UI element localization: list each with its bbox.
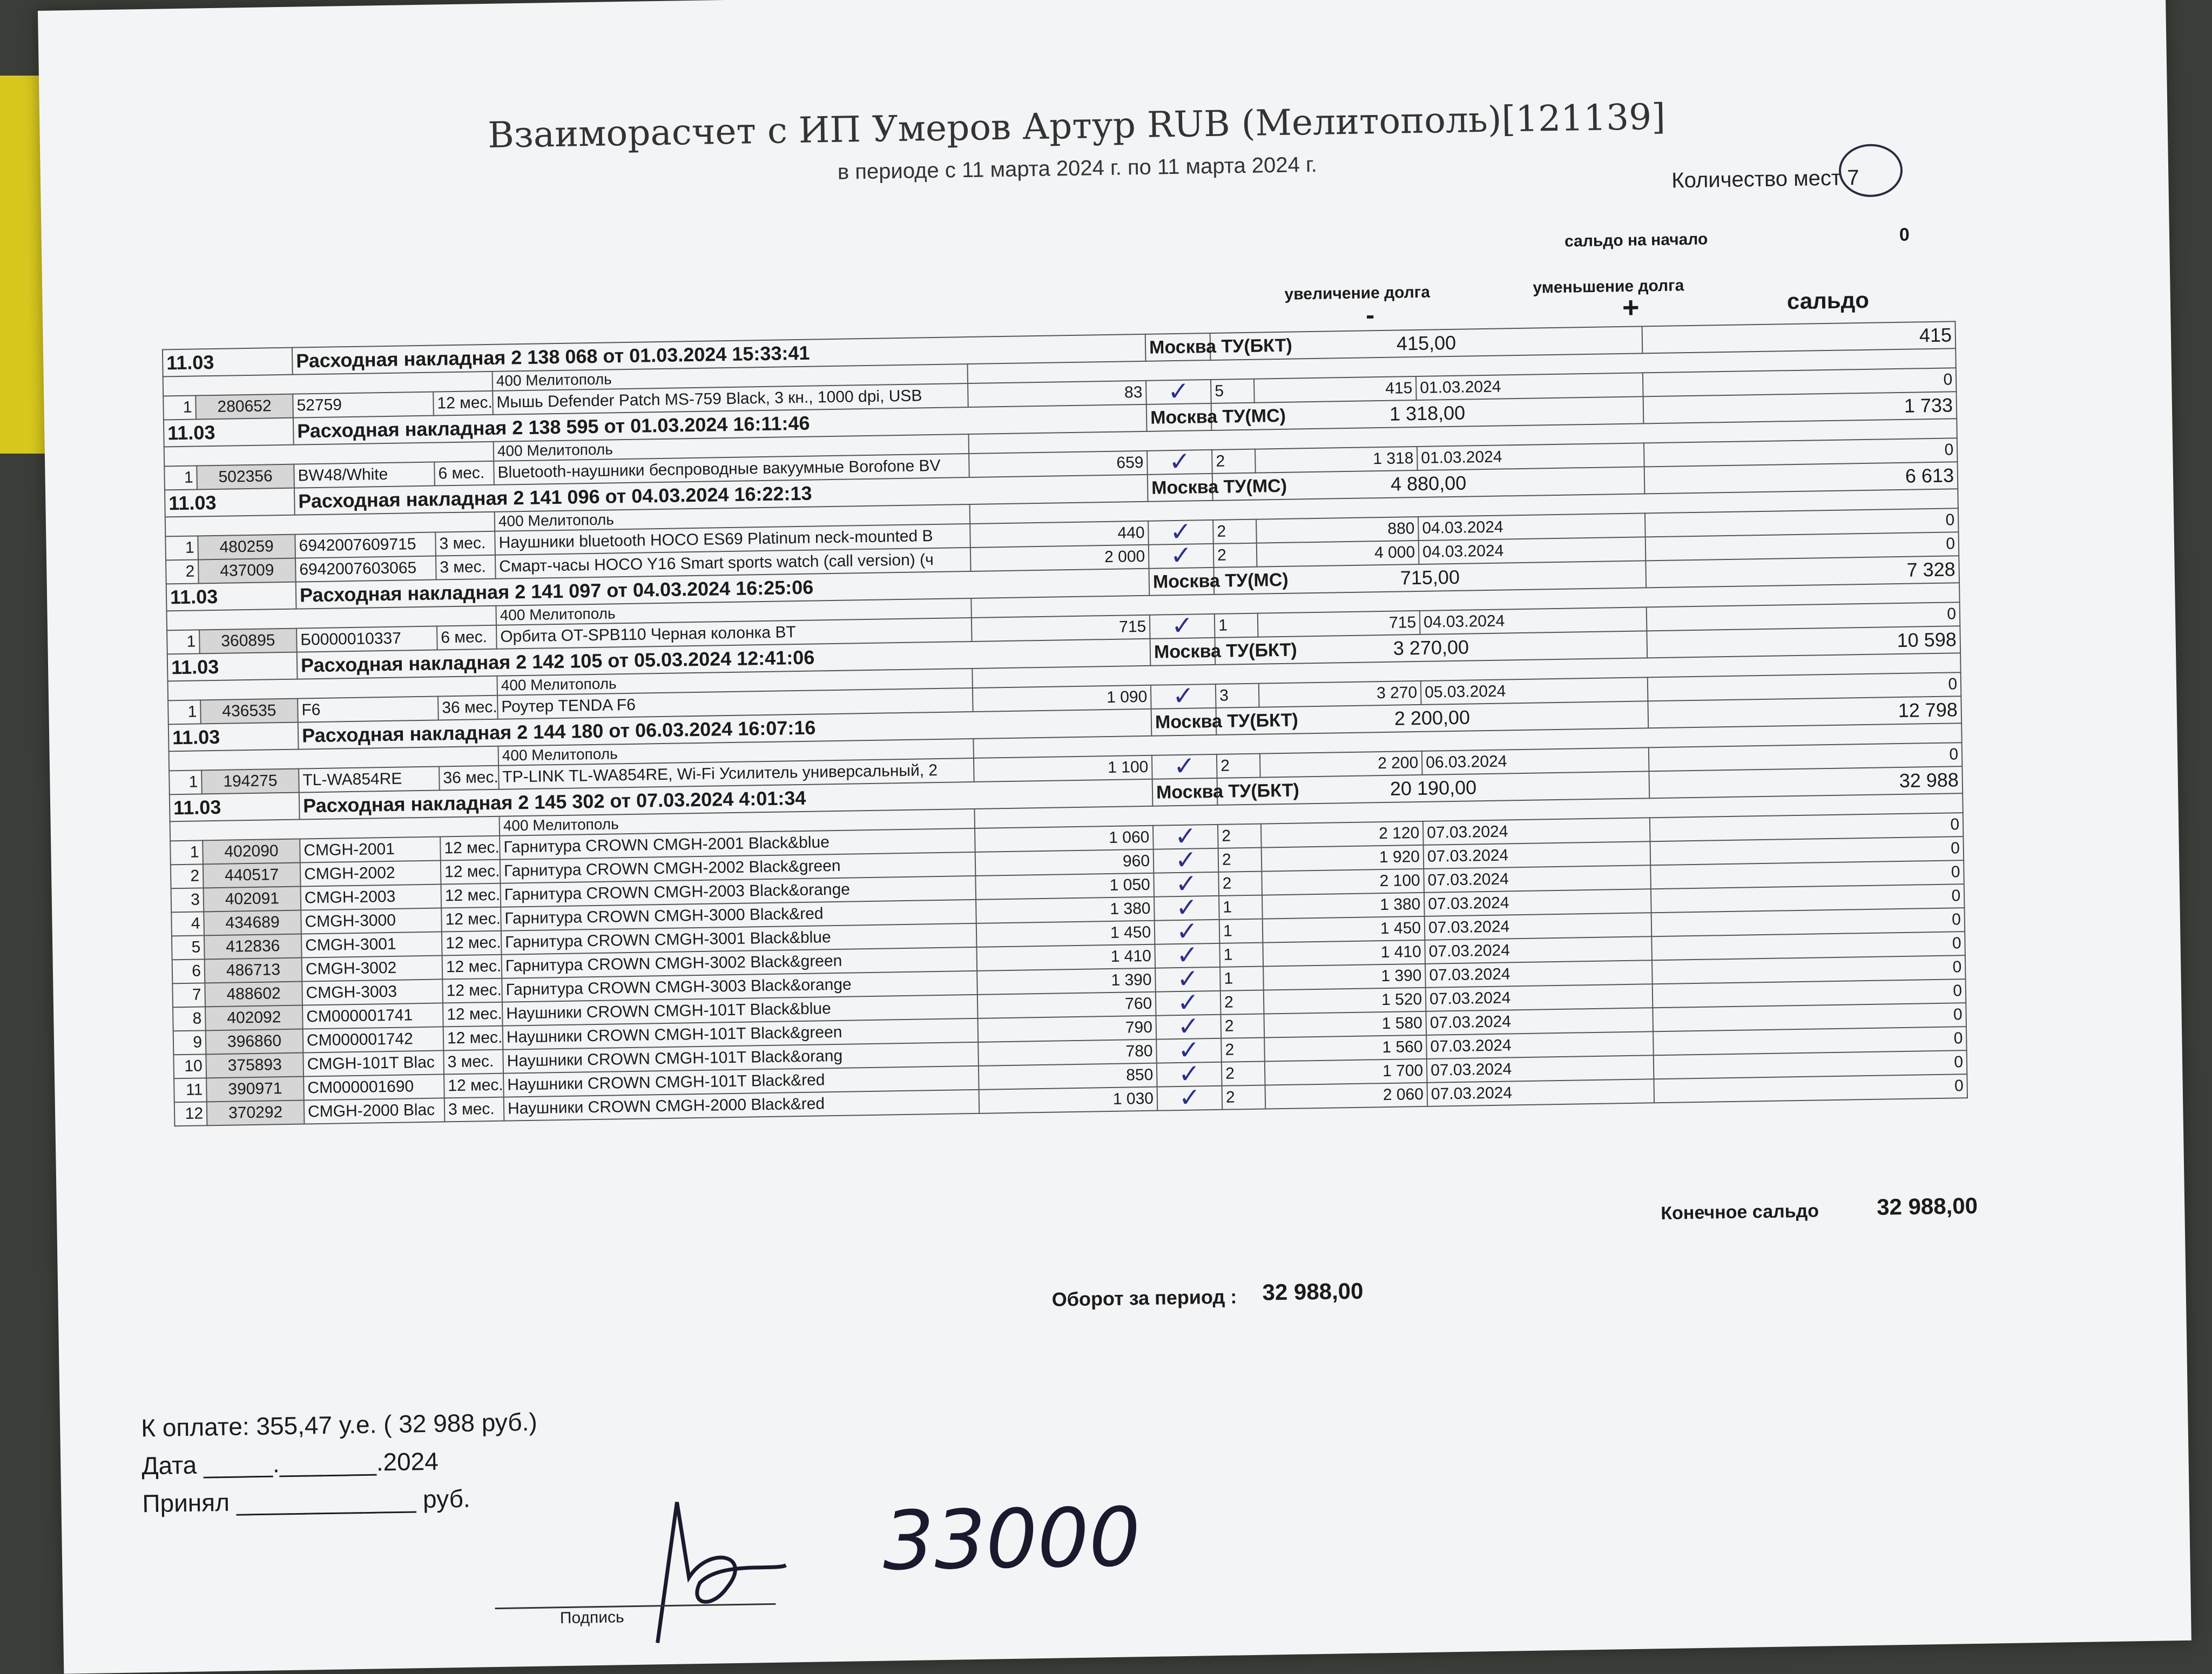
check-mark-icon: ✓ [1154, 872, 1219, 897]
item-warranty: 3 мес. [435, 531, 495, 556]
item-date: 01.03.2024 [1417, 443, 1644, 470]
item-number: 2 [166, 559, 199, 584]
item-sum: 2 120 [1261, 821, 1424, 848]
item-sum: 1 520 [1264, 988, 1426, 1014]
item-code: 402092 [205, 1005, 303, 1031]
item-warranty: 36 мес. [439, 766, 499, 791]
invoice-warehouse: Москва ТУ(БКТ) [1151, 708, 1217, 736]
item-code: 280652 [195, 394, 293, 420]
item-date: 04.03.2024 [1419, 537, 1646, 564]
item-number: 8 [173, 1007, 206, 1031]
item-number: 5 [172, 935, 205, 960]
document-period: в периоде с 11 марта 2024 г. по 11 марта 2024 г. [837, 152, 1318, 184]
item-sum: 1 410 [1263, 940, 1425, 967]
item-name: Гарнитура CROWN CMGH-3001 Black&blue [501, 923, 977, 955]
item-date: 07.03.2024 [1427, 1055, 1654, 1083]
item-price: 83 [968, 381, 1147, 407]
item-qty: 2 [1213, 519, 1257, 544]
col-header-decrease: уменьшение долга [1533, 276, 1684, 297]
invoice-title: Расходная накладная 2 142 105 от 05.03.2024 12:41:06 [297, 639, 1151, 679]
item-code: 194275 [201, 769, 299, 794]
item-number: 1 [168, 700, 201, 724]
item-qty: 2 [1212, 449, 1256, 474]
invoice-title: Расходная накладная 2 141 096 от 04.03.2024 16:22:13 [294, 475, 1148, 515]
accepted-line: Принял _____________ руб. [142, 1484, 471, 1518]
item-code: 436535 [200, 699, 298, 724]
item-date: 07.03.2024 [1424, 889, 1651, 916]
item-warranty: 12 мес. [443, 1002, 503, 1027]
check-mark-icon: ✓ [1150, 614, 1215, 639]
item-sum: 715 [1258, 611, 1420, 637]
item-date: 07.03.2024 [1426, 1008, 1653, 1035]
item-sum: 1 700 [1265, 1059, 1427, 1085]
item-qty: 2 [1213, 543, 1257, 568]
invoice-date: 11.03 [170, 793, 300, 822]
check-mark-icon: ✓ [1155, 967, 1220, 992]
item-name: Гарнитура CROWN CMGH-3000 Black&red [501, 900, 976, 931]
item-rest: 0 [1649, 742, 1963, 771]
item-article: CM000001741 [302, 1003, 443, 1029]
item-date: 06.03.2024 [1422, 747, 1649, 775]
item-date: 07.03.2024 [1423, 818, 1650, 845]
handwritten-signature [547, 1470, 1360, 1656]
item-name: Мышь Defender Patch MS-759 Black, 3 кн., 1000 dpi, USB [493, 383, 968, 415]
invoice-date: 11.03 [166, 582, 296, 611]
item-code: 402090 [203, 839, 300, 865]
places-value: 7 [1847, 166, 1859, 190]
check-mark-icon: ✓ [1153, 825, 1218, 849]
item-article: CM000001742 [303, 1027, 444, 1052]
item-qty: 2 [1222, 1062, 1265, 1086]
item-number: 2 [171, 864, 204, 888]
item-date: 01.03.2024 [1416, 373, 1643, 400]
item-name: Гарнитура CROWN CMGH-2003 Black&orange [501, 876, 976, 907]
item-article: 6942007603065 [295, 556, 436, 582]
invoice-amount: 2 200,00 [1216, 701, 1649, 735]
item-code: 412836 [204, 934, 302, 960]
item-number: 1 [163, 395, 196, 420]
item-code: 396860 [206, 1029, 304, 1055]
document-sheet [38, 0, 2191, 1674]
item-code: 440517 [203, 863, 301, 888]
item-name: Гарнитура CROWN CMGH-2002 Black&green [500, 852, 976, 883]
col-header-minus: - [1365, 301, 1375, 330]
col-header-saldo: сальдо [1786, 287, 1870, 314]
item-date: 04.03.2024 [1418, 513, 1645, 541]
item-warranty: 12 мес. [433, 391, 493, 416]
item-sum: 2 100 [1262, 869, 1424, 895]
item-warranty: 36 мес. [438, 696, 498, 720]
item-name: Роутер TENDA F6 [497, 688, 973, 719]
item-rest: 0 [1647, 602, 1960, 631]
signature-label: Подпись [559, 1608, 624, 1628]
item-qty: 1 [1215, 613, 1258, 638]
invoice-date: 11.03 [164, 418, 294, 447]
date-line: Дата _____._______.2024 [141, 1447, 439, 1480]
item-warranty: 12 мес. [444, 1074, 504, 1098]
invoice-city: 400 Мелитополь [496, 598, 971, 625]
invoice-amount: 4 880,00 [1212, 467, 1645, 501]
invoice-balance: 10 598 [1647, 626, 1960, 658]
item-qty: 1 [1219, 919, 1263, 943]
invoice-amount: 1 318,00 [1211, 396, 1644, 430]
item-qty: 2 [1218, 872, 1262, 896]
invoice-city: 400 Мелитополь [497, 669, 972, 696]
final-saldo-label: Конечное сальдо [1661, 1200, 1819, 1224]
invoice-date: 11.03 [167, 652, 298, 681]
item-price: 659 [969, 451, 1148, 477]
item-article: BW48/White [294, 462, 435, 488]
item-article: 6942007609715 [295, 532, 436, 558]
item-code: 480259 [198, 535, 295, 560]
invoice-warehouse: Москва ТУ(БКТ) [1152, 778, 1218, 806]
item-price: 440 [970, 521, 1149, 548]
item-warranty: 12 мес. [442, 978, 502, 1003]
item-price: 1 030 [979, 1087, 1158, 1113]
invoice-warehouse: Москва ТУ(МС) [1149, 568, 1215, 596]
item-name: Гарнитура CROWN CMGH-3002 Black&green [502, 947, 977, 978]
final-saldo-value: 32 988,00 [1876, 1192, 1978, 1220]
col-header-increase: увеличение долга [1284, 283, 1431, 303]
item-name: Наушники CROWN CMGH-101T Black&green [503, 1018, 979, 1050]
item-name: Смарт-часы HOCO Y16 Smart sports watch (call version) (ч [495, 548, 971, 579]
item-name: TP-LINK TL-WA854RE, Wi-Fi Усилитель универсальный, 2 [498, 758, 974, 789]
item-article: F6 [298, 697, 439, 723]
item-sum: 2 200 [1260, 751, 1422, 778]
item-warranty: 12 мес. [442, 931, 502, 956]
item-qty: 2 [1221, 1014, 1265, 1038]
turnover-value: 32 988,00 [1262, 1278, 1364, 1305]
item-warranty: 3 мес. [436, 555, 496, 580]
item-qty: 2 [1217, 754, 1260, 778]
item-article: CMGH-2003 [301, 884, 442, 910]
item-number: 10 [173, 1054, 206, 1078]
item-rest: 0 [1650, 813, 1964, 841]
item-sum: 1 318 [1255, 447, 1418, 473]
item-sum: 3 270 [1259, 681, 1421, 707]
item-qty: 2 [1222, 1085, 1266, 1110]
item-sum: 415 [1254, 376, 1417, 403]
check-mark-icon: ✓ [1156, 991, 1221, 1016]
invoice-title: Расходная накладная 2 141 097 от 04.03.2024 16:25:06 [296, 569, 1150, 609]
item-name: Наушники CROWN CMGH-2000 Black&red [504, 1090, 980, 1121]
invoice-warehouse: Москва ТУ(БКТ) [1150, 638, 1216, 666]
invoice-city: 400 Мелитополь [500, 809, 975, 836]
item-price: 960 [975, 849, 1154, 876]
item-date: 07.03.2024 [1426, 1031, 1654, 1059]
item-rest: 0 [1653, 979, 1966, 1008]
item-number: 1 [165, 536, 198, 560]
item-rest: 0 [1654, 1050, 1967, 1079]
item-article: CMGH-3000 [301, 908, 442, 934]
item-warranty: 12 мес. [440, 836, 500, 861]
item-price: 790 [978, 1016, 1157, 1042]
item-date: 07.03.2024 [1425, 936, 1652, 964]
item-rest: 0 [1644, 438, 1958, 467]
invoice-balance: 1 733 [1643, 392, 1957, 423]
check-mark-icon: ✓ [1152, 754, 1217, 779]
payment-line: К оплате: 355,47 у.е. ( 32 988 руб.) [140, 1407, 538, 1442]
item-price: 1 050 [975, 873, 1154, 900]
invoice-amount: 3 270,00 [1215, 631, 1648, 665]
invoice-balance: 415 [1642, 321, 1956, 353]
check-mark-icon: ✓ [1157, 1062, 1222, 1087]
item-warranty: 12 мес. [442, 955, 502, 980]
item-qty: 2 [1218, 824, 1262, 848]
item-rest: 0 [1651, 932, 1965, 960]
item-number: 1 [164, 465, 197, 490]
item-code: 370292 [207, 1101, 305, 1126]
col-header-plus: + [1622, 291, 1640, 324]
item-qty: 2 [1218, 848, 1262, 872]
item-qty: 3 [1216, 684, 1259, 708]
check-mark-icon: ✓ [1154, 848, 1219, 873]
check-mark-icon: ✓ [1147, 450, 1212, 475]
item-number: 12 [174, 1102, 207, 1126]
item-warranty: 3 мес. [444, 1097, 504, 1122]
item-date: 07.03.2024 [1425, 913, 1652, 940]
invoice-date: 11.03 [165, 488, 295, 517]
item-name: Наушники CROWN CMGH-101T Black&orang [503, 1042, 979, 1074]
invoice-amount: 715,00 [1214, 561, 1647, 595]
item-warranty: 12 мес. [441, 907, 501, 932]
item-code: 402091 [204, 887, 301, 912]
item-qty: 1 [1219, 943, 1263, 967]
invoice-warehouse: Москва ТУ(БКТ) [1145, 333, 1211, 361]
item-qty: 2 [1221, 1038, 1265, 1062]
item-name: Наушники CROWN CMGH-101T Black&blue [502, 995, 978, 1026]
handwritten-amount: 33000 [882, 1490, 1142, 1589]
item-name: Гарнитура CROWN CMGH-3003 Black&orange [502, 971, 977, 1002]
item-number: 6 [172, 959, 205, 983]
invoice-warehouse: Москва ТУ(МС) [1147, 403, 1212, 431]
item-rest: 0 [1652, 955, 1966, 984]
item-number: 9 [173, 1030, 206, 1055]
item-article: CMGH-3001 [301, 932, 442, 957]
item-rest: 0 [1648, 672, 1961, 701]
item-warranty: 6 мес. [434, 461, 494, 486]
item-price: 780 [978, 1040, 1157, 1066]
invoice-city: 400 Мелитополь [493, 364, 968, 391]
invoice-date: 11.03 [168, 723, 299, 752]
invoice-title: Расходная накладная 2 144 180 от 06.03.2024 16:07:16 [298, 709, 1152, 750]
item-date: 07.03.2024 [1426, 984, 1653, 1011]
item-sum: 1 920 [1262, 845, 1424, 872]
item-date: 07.03.2024 [1425, 960, 1653, 988]
check-mark-icon: ✓ [1155, 943, 1220, 968]
invoice-title: Расходная накладная 2 138 595 от 01.03.2024 16:11:46 [293, 404, 1147, 445]
item-code: 437009 [198, 558, 296, 584]
item-name: Орбита OT-SPB110 Черная колонка BT [496, 618, 972, 649]
item-warranty: 3 мес. [443, 1050, 503, 1075]
item-article: Б0000010337 [296, 626, 437, 652]
item-sum: 1 560 [1264, 1035, 1427, 1062]
document-title: Взаиморасчет с ИП Умеров Артур RUB (Мелитополь)[121139] [487, 96, 1666, 156]
item-number: 1 [169, 770, 202, 794]
item-name: Наушники CROWN CMGH-101T Black&red [503, 1066, 979, 1097]
item-sum: 1 450 [1263, 916, 1425, 943]
item-date: 07.03.2024 [1424, 841, 1651, 869]
invoice-title: Расходная накладная 2 138 068 от 01.03.2024 15:33:41 [292, 334, 1146, 375]
turnover-label: Оборот за период : [1051, 1285, 1237, 1311]
item-article: TL-WA854RE [299, 767, 440, 793]
item-article: CMGH-3003 [302, 979, 443, 1005]
invoice-balance: 7 328 [1645, 556, 1959, 588]
invoice-city: 400 Мелитополь [498, 739, 974, 766]
item-price: 760 [977, 992, 1156, 1018]
check-mark-icon: ✓ [1151, 684, 1216, 709]
item-date: 05.03.2024 [1421, 677, 1648, 705]
saldo-start-value: 0 [1899, 224, 1910, 245]
item-rest: 0 [1651, 908, 1965, 936]
check-mark-icon: ✓ [1156, 1038, 1222, 1063]
invoice-title: Расходная накладная 2 145 302 от 07.03.2024 4:01:34 [299, 779, 1153, 820]
item-warranty: 12 мес. [441, 860, 501, 885]
invoice-amount: 20 190,00 [1217, 771, 1650, 805]
item-warranty: 6 мес. [437, 625, 497, 650]
item-number: 1 [170, 840, 203, 865]
invoice-amount: 415,00 [1210, 326, 1643, 360]
item-rest: 0 [1643, 368, 1957, 396]
ledger-table [162, 321, 1968, 1126]
places-count [1671, 166, 1859, 193]
check-mark-icon: ✓ [1156, 1015, 1222, 1040]
item-article: 52759 [293, 392, 434, 418]
item-qty: 5 [1211, 379, 1255, 403]
item-sum: 1 390 [1263, 964, 1426, 990]
invoice-balance: 6 613 [1644, 462, 1958, 494]
item-warranty: 12 мес. [441, 883, 501, 908]
item-rest: 0 [1645, 532, 1959, 561]
item-number: 4 [171, 912, 204, 936]
item-sum: 1 380 [1262, 893, 1425, 919]
item-name: Bluetooth-наушники беспроводные вакуумные Borofone BV [494, 454, 969, 485]
item-qty: 1 [1219, 895, 1263, 920]
item-date: 07.03.2024 [1427, 1079, 1655, 1106]
item-code: 486713 [205, 958, 302, 983]
item-article: CMGH-2001 [300, 836, 441, 862]
item-rest: 0 [1651, 884, 1965, 913]
item-name: Гарнитура CROWN CMGH-2001 Black&blue [500, 828, 975, 860]
invoice-balance: 32 988 [1649, 766, 1963, 798]
item-code: 360895 [199, 629, 297, 654]
item-code: 390971 [206, 1077, 304, 1102]
check-mark-icon: ✓ [1154, 896, 1219, 921]
check-mark-icon: ✓ [1155, 920, 1220, 944]
saldo-start-label: сальдо на начало [1564, 230, 1708, 251]
item-rest: 0 [1645, 508, 1959, 537]
item-price: 850 [979, 1063, 1157, 1090]
item-qty: 2 [1220, 990, 1264, 1015]
item-price: 1 060 [975, 826, 1154, 852]
item-price: 1 410 [976, 944, 1155, 971]
invoice-city: 400 Мелитополь [495, 504, 970, 531]
item-number: 11 [174, 1078, 207, 1102]
item-price: 1 380 [976, 897, 1155, 923]
check-mark-icon: ✓ [1157, 1086, 1223, 1111]
item-article: CM000001690 [304, 1074, 444, 1100]
invoice-balance: 12 798 [1648, 696, 1962, 728]
item-rest: 0 [1650, 860, 1964, 889]
item-price: 2 000 [970, 545, 1149, 571]
item-name: Наушники bluetooth HOCO ES69 Platinum neck-mounted B [495, 524, 970, 555]
handwritten-circle-mark [1838, 144, 1903, 198]
item-price: 1 450 [976, 921, 1155, 947]
item-code: 488602 [205, 982, 302, 1007]
item-article: CMGH-101T Blac [303, 1050, 444, 1076]
places-label: Количество мест [1671, 166, 1842, 193]
item-qty: 1 [1220, 967, 1264, 991]
item-sum: 1 580 [1264, 1011, 1427, 1038]
item-code: 375893 [206, 1053, 304, 1078]
item-date: 04.03.2024 [1420, 607, 1647, 634]
check-mark-icon: ✓ [1146, 380, 1211, 404]
item-number: 7 [172, 983, 205, 1007]
item-code: 434689 [204, 910, 301, 936]
item-warranty: 12 мес. [443, 1026, 503, 1051]
item-rest: 0 [1650, 836, 1964, 865]
item-code: 502356 [197, 464, 294, 490]
item-number: 3 [171, 888, 204, 912]
item-article: CMGH-2002 [300, 860, 441, 886]
item-price: 1 100 [974, 755, 1152, 782]
invoice-city: 400 Мелитополь [494, 434, 969, 461]
item-article: CMGH-3002 [302, 955, 443, 981]
item-price: 715 [972, 615, 1150, 642]
item-sum: 4 000 [1257, 541, 1419, 567]
item-rest: 0 [1654, 1074, 1968, 1103]
check-mark-icon: ✓ [1149, 544, 1214, 569]
item-date: 07.03.2024 [1424, 865, 1651, 893]
invoice-warehouse: Москва ТУ(МС) [1148, 474, 1213, 502]
invoice-date: 11.03 [163, 348, 293, 377]
item-sum: 880 [1256, 517, 1419, 543]
item-price: 1 090 [973, 685, 1151, 712]
item-rest: 0 [1653, 1027, 1967, 1055]
item-rest: 0 [1653, 1003, 1966, 1031]
check-mark-icon: ✓ [1148, 520, 1213, 545]
item-sum: 2 060 [1265, 1083, 1428, 1109]
item-number: 1 [167, 630, 200, 654]
item-article: CMGH-2000 Blac [304, 1098, 445, 1124]
item-price: 1 390 [977, 968, 1156, 995]
